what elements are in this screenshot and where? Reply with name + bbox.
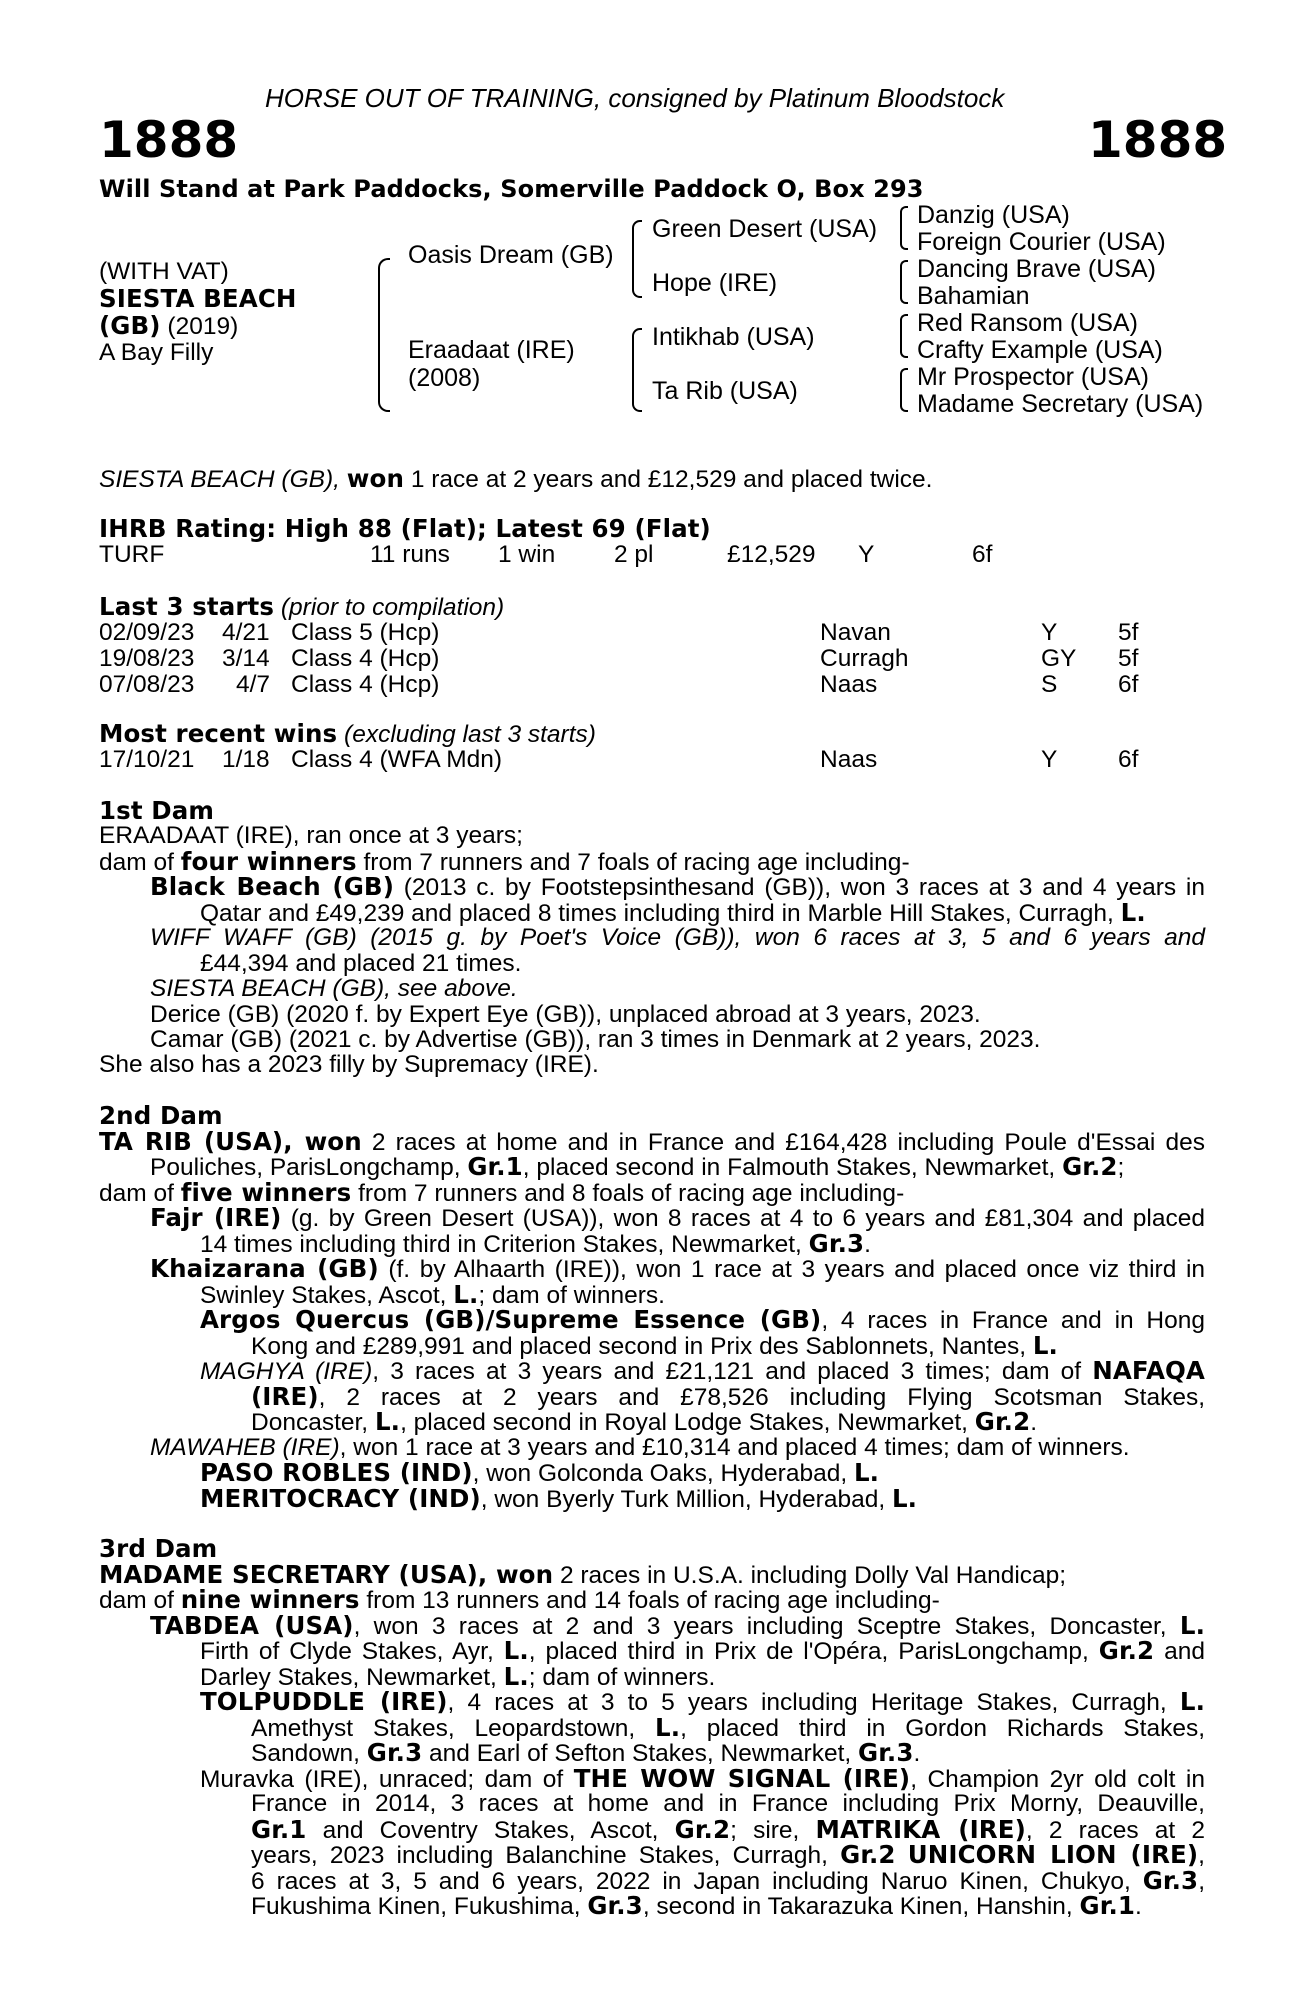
pedigree-ddd: Madame Secretary (USA) [917, 390, 1204, 418]
recent-note: (excluding last 3 starts) [344, 721, 596, 748]
recent-class: Class 4 (WFA Mdn) [291, 746, 503, 773]
last3-dist: 5f [1118, 619, 1139, 646]
dam3-tabdea: TABDEA (USA), won 3 races at 2 and 3 years including Sceptre Stakes, Doncaster, L. [150, 1611, 1205, 1640]
last3-pos: 4/7 [236, 671, 271, 698]
dam1-wiff-waff-2: £44,394 and placed 21 times. [200, 950, 522, 977]
last3-dist: 5f [1118, 645, 1139, 672]
pedigree-dam-dam: Ta Rib (USA) [652, 377, 798, 405]
recent-dist: 6f [1118, 746, 1139, 773]
lot-number-right: 1888 [1088, 111, 1228, 169]
recent-course: Naas [820, 746, 878, 773]
pedigree-dam: Eraadaat (IRE) [408, 336, 575, 364]
dam2-fajr-2: 14 times including third in Criterion Stakes, Newmarket, Gr.3. [200, 1229, 871, 1258]
pedigree-brace-dam [632, 328, 642, 412]
dam3-line1: MADAME SECRETARY (USA), won 2 races in U.S.A. including Dolly Val Handicap; [99, 1560, 1067, 1589]
pedigree-sire-dam: Hope (IRE) [652, 269, 778, 297]
dam3-muravka: Muravka (IRE), unraced; dam of THE WOW SIGNAL (IRE), Champion 2yr old colt in [200, 1764, 1205, 1793]
last3-heading [99, 594, 504, 621]
last3-date: 07/08/23 [99, 671, 195, 698]
horse-origin: (GB) [99, 311, 161, 340]
dam1-siesta: SIESTA BEACH (GB), see above. [150, 975, 518, 1002]
recent-pos: 1/18 [222, 746, 270, 773]
pedigree-dam-sire: Intikhab (USA) [652, 323, 815, 351]
dam3-tolpuddle-2: Amethyst Stakes, Leopardstown, L., placed third in Gordon Richards Stakes, [251, 1713, 1205, 1742]
last3-class: Class 4 (Hcp) [291, 671, 440, 698]
rating-title: IHRB Rating: High 88 (Flat); Latest 69 (Flat) [99, 514, 711, 543]
last3-course: Navan [820, 619, 891, 646]
last3-date: 19/08/23 [99, 645, 195, 672]
pedigree-dam-year: (2008) [408, 364, 481, 392]
dam2-produce: dam of five winners from 7 runners and 8 foals of racing age including- [99, 1178, 905, 1207]
dam3-tolpuddle: TOLPUDDLE (IRE), 4 races at 3 to 5 years including Heritage Stakes, Curragh, L. [200, 1687, 1205, 1716]
pedigree-sire-sire: Green Desert (USA) [652, 215, 878, 243]
dam2-paso-robles: PASO ROBLES (IND), won Golconda Oaks, Hyderabad, L. [200, 1458, 880, 1487]
pedigree-dds: Mr Prospector (USA) [917, 363, 1149, 391]
summary-rest: 1 race at 2 years and £12,529 and placed twice. [410, 466, 933, 493]
last3-note: (prior to compilation) [280, 594, 505, 621]
dam1-camar: Camar (GB) (2021 c. by Advertise (GB)), ran 3 times in Denmark at 2 years, 2023. [150, 1026, 1041, 1053]
lot-number-left: 1888 [99, 111, 239, 169]
recent-going: Y [1041, 746, 1058, 773]
last3-pos: 4/21 [222, 619, 270, 646]
pedigree-sss: Danzig (USA) [917, 201, 1070, 229]
dam3-muravka-5: 6 races at 3, 5 and 6 years, 2022 in Japan including Naruo Kinen, Chukyo, Gr.3, [251, 1866, 1205, 1895]
last3-class: Class 4 (Hcp) [291, 645, 440, 672]
pedigree-sdd: Bahamian [917, 282, 1030, 310]
dam2-argos: Argos Quercus (GB)/Supreme Essence (GB), 4 races in France and in Hong [200, 1305, 1206, 1334]
pedigree-brace-ds [900, 314, 908, 358]
last3-going: Y [1041, 619, 1058, 646]
pedigree-sire: Oasis Dream (GB) [408, 241, 614, 269]
rating-runs: 11 runs [370, 541, 450, 568]
summary-won: won [346, 464, 404, 493]
horse-year: (2019) [167, 313, 239, 340]
dam2-meritocracy: MERITOCRACY (IND), won Byerly Turk Million, Hyderabad, L. [200, 1484, 918, 1513]
dam3-tabdea-3: Darley Stakes, Newmarket, L.; dam of winners. [200, 1662, 716, 1691]
rating-surface: TURF [99, 541, 165, 568]
last3-class: Class 5 (Hcp) [291, 619, 440, 646]
dam1-line: ERAADAAT (IRE), ran once at 3 years; [99, 822, 523, 849]
horse-description: A Bay Filly [99, 339, 214, 366]
dam2-mawaheb: MAWAHEB (IRE), won 1 race at 3 years and £10,314 and placed 4 times; dam of winners. [150, 1434, 1130, 1461]
dam2-argos-2: Kong and £289,991 and placed second in Prix des Sablonnets, Nantes, L. [251, 1331, 1058, 1360]
pedigree-dsd: Crafty Example (USA) [917, 336, 1163, 364]
dam2-maghya-2: (IRE), 2 races at 2 years and £78,526 including Flying Scotsman Stakes, [251, 1382, 1205, 1411]
dam2-khaizarana-2: Swinley Stakes, Ascot, L.; dam of winners. [200, 1280, 665, 1309]
last3-going: GY [1041, 645, 1077, 672]
dam2-line1: TA RIB (USA), won 2 races at home and in France and £164,428 including Poule d'Essai des [99, 1127, 1205, 1156]
dam3-muravka-4: years, 2023 including Balanchine Stakes, Curragh, Gr.2 UNICORN LION (IRE), [251, 1840, 1205, 1869]
dam3-tolpuddle-3: Sandown, Gr.3 and Earl of Sefton Stakes, Newmarket, Gr.3. [251, 1738, 921, 1767]
recent-date: 17/10/21 [99, 746, 195, 773]
horse-origin-year [99, 313, 238, 340]
pedigree-sds: Dancing Brave (USA) [917, 255, 1156, 283]
dam1-title: 1st Dam [99, 796, 214, 825]
dam1-black-beach: Black Beach (GB) (2013 c. by Footstepsinthesand (GB)), won 3 races at 3 and 4 years in [150, 872, 1206, 901]
horse-name: SIESTA BEACH [99, 284, 297, 313]
dam1-also: She also has a 2023 filly by Supremacy (IRE). [99, 1051, 599, 1078]
last3-title: Last 3 starts [99, 592, 275, 621]
dam3-tabdea-2: Firth of Clyde Stakes, Ayr, L., placed third in Prix de l'Opéra, ParisLongchamp, Gr.2 and [200, 1636, 1205, 1665]
pedigree-brace-dd [900, 368, 908, 412]
consignment-line: HORSE OUT OF TRAINING, consigned by Platinum Bloodstock [265, 83, 1005, 113]
pedigree-brace-ss [900, 206, 908, 250]
pedigree-brace-sd [900, 260, 908, 304]
dam3-muravka-3: Gr.1 and Coventry Stakes, Ascot, Gr.2; sire, MATRIKA (IRE), 2 races at 2 [251, 1815, 1205, 1844]
dam3-produce: dam of nine winners from 13 runners and 14 foals of racing age including- [99, 1585, 940, 1614]
race-summary [99, 466, 932, 493]
stand-location: Will Stand at Park Paddocks, Somerville Paddock O, Box 293 [99, 175, 924, 203]
pedigree-dss: Red Ransom (USA) [917, 309, 1138, 337]
dam3-title: 3rd Dam [99, 1534, 218, 1563]
dam3-muravka-6: Fukushima Kinen, Fukushima, Gr.3, second in Takarazuka Kinen, Hanshin, Gr.1. [251, 1891, 1142, 1920]
last3-going: S [1041, 671, 1058, 698]
dam3-muravka-2: France in 2014, 3 races at home and in France including Prix Morny, Deauville, [251, 1790, 1205, 1817]
last3-dist: 6f [1118, 671, 1139, 698]
pedigree-ssd: Foreign Courier (USA) [917, 228, 1166, 256]
dam2-khaizarana: Khaizarana (GB) (f. by Alhaarth (IRE)), won 1 race at 3 years and placed once viz third in [150, 1254, 1206, 1283]
vat-note: (WITH VAT) [99, 258, 229, 285]
dam1-black-beach-2: Qatar and £49,239 and placed 8 times including third in Marble Hill Stakes, Curragh, L. [200, 898, 1146, 927]
recent-title: Most recent wins [99, 719, 338, 748]
rating-earnings: £12,529 [727, 541, 816, 568]
dam1-wiff-waff: WIFF WAFF (GB) (2015 g. by Poet's Voice (GB)), won 6 races at 3, 5 and 6 years and [150, 924, 1205, 951]
dam2-maghya: MAGHYA (IRE), 3 races at 3 years and £21,121 and placed 3 times; dam of NAFAQA [200, 1356, 1205, 1385]
last3-date: 02/09/23 [99, 619, 195, 646]
rating-going: Y [858, 541, 875, 568]
last3-course: Curragh [820, 645, 909, 672]
dam2-title: 2nd Dam [99, 1101, 223, 1130]
rating-placed: 2 pl [614, 541, 654, 568]
dam2-fajr: Fajr (IRE) (g. by Green Desert (USA)), won 8 races at 4 to 6 years and £81,304 and placed [150, 1203, 1205, 1232]
summary-name: SIESTA BEACH (GB), [99, 466, 340, 493]
rating-wins: 1 win [498, 541, 556, 568]
last3-course: Naas [820, 671, 878, 698]
dam1-produce: dam of four winners from 7 runners and 7 foals of racing age including- [99, 847, 910, 876]
pedigree-brace-main [378, 258, 390, 412]
last3-pos: 3/14 [222, 645, 270, 672]
dam1-derice: Derice (GB) (2020 f. by Expert Eye (GB)), unplaced abroad at 3 years, 2023. [150, 1001, 981, 1028]
dam2-maghya-3: Doncaster, L., placed second in Royal Lodge Stakes, Newmarket, Gr.2. [251, 1407, 1038, 1436]
pedigree-brace-sire [632, 220, 642, 298]
dam2-line2: Pouliches, ParisLongchamp, Gr.1, placed second in Falmouth Stakes, Newmarket, Gr.2; [150, 1152, 1125, 1181]
recent-heading [99, 721, 596, 748]
rating-distance: 6f [972, 541, 993, 568]
